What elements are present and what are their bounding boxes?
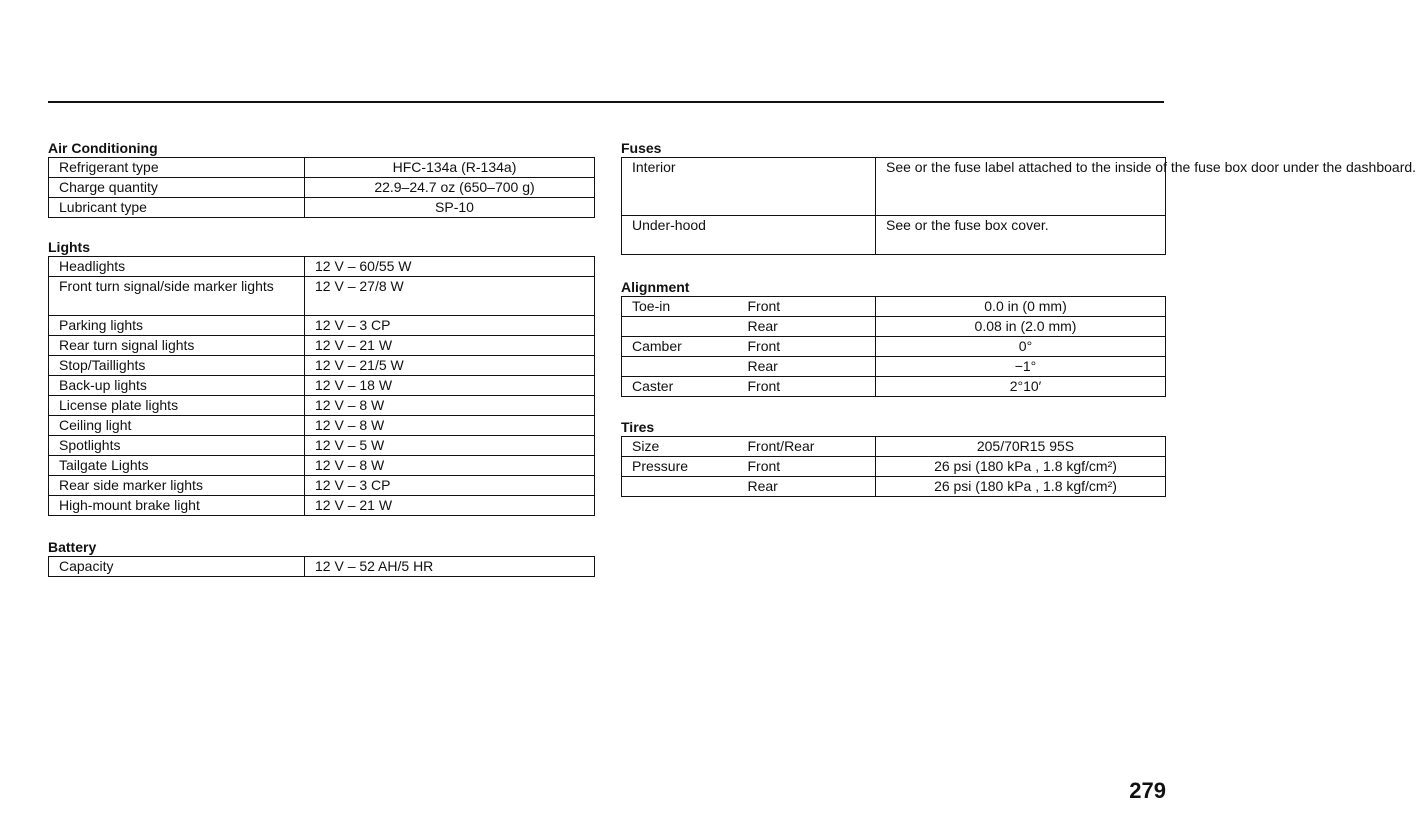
- table-row: [49, 557, 595, 577]
- spec-label: Camber: [622, 337, 748, 357]
- page-number: 279: [1129, 778, 1166, 803]
- table-row: [49, 198, 595, 218]
- table-row: [622, 297, 1166, 317]
- table-row: [49, 496, 595, 516]
- table-row: [49, 436, 595, 456]
- spec-value: 0°: [876, 337, 1166, 357]
- spec-position: Front: [748, 297, 876, 317]
- spec-value: 26 psi (180 kPa , 1.8 kgf/cm²): [876, 457, 1166, 477]
- table-row: [49, 257, 595, 277]
- battery-table: [48, 556, 595, 577]
- spec-value: 12 V – 60/55 W: [305, 257, 595, 277]
- table-row: [49, 336, 595, 356]
- table-row: [49, 356, 595, 376]
- top-rule: [48, 101, 1164, 103]
- spec-value: SP-10: [305, 198, 595, 218]
- spec-value: 0.08 in (2.0 mm): [876, 317, 1166, 337]
- table-row: [49, 476, 595, 496]
- spec-label: High-mount brake light: [49, 496, 305, 516]
- spec-label: Size: [622, 437, 748, 457]
- air-conditioning-section: [48, 140, 595, 218]
- tires-section: [621, 419, 1166, 497]
- battery-title: Battery: [48, 539, 97, 555]
- table-row: [622, 357, 1166, 377]
- spec-label: [622, 317, 748, 337]
- spec-value: 0.0 in (0 mm): [876, 297, 1166, 317]
- spec-value: 2°10′: [876, 377, 1166, 397]
- spec-label: Parking lights: [49, 316, 305, 336]
- lights-section: [48, 239, 595, 516]
- spec-position: Rear: [748, 357, 876, 377]
- battery-section: [48, 539, 595, 577]
- spec-value: −1°: [876, 357, 1166, 377]
- fuses-table: [621, 157, 1416, 255]
- air-conditioning-title: Air Conditioning: [48, 140, 158, 156]
- table-row: [622, 158, 1166, 216]
- table-row: [49, 158, 595, 178]
- spec-value: 26 psi (180 kPa , 1.8 kgf/cm²): [876, 477, 1166, 497]
- spec-position: Front: [748, 457, 876, 477]
- spec-label: Rear turn signal lights: [49, 336, 305, 356]
- tires-table: [621, 436, 1166, 497]
- table-row: [49, 456, 595, 476]
- spec-label: Refrigerant type: [49, 158, 305, 178]
- fuses-title: Fuses: [621, 140, 662, 156]
- table-row: [49, 396, 595, 416]
- spec-value: 12 V – 18 W: [305, 376, 595, 396]
- spec-label: Capacity: [49, 557, 305, 577]
- alignment-table: [621, 296, 1166, 397]
- spec-value: HFC-134a (R-134a): [305, 158, 595, 178]
- spec-value: See or the fuse label attached to the inside of the fuse box door under the dashboard.: [876, 158, 1166, 216]
- table-row: [49, 416, 595, 436]
- spec-label: Lubricant type: [49, 198, 305, 218]
- lights-table: [48, 256, 595, 516]
- table-row: [622, 317, 1166, 337]
- spec-label: Stop/Taillights: [49, 356, 305, 376]
- spec-position: Front: [748, 337, 876, 357]
- spec-label: Ceiling light: [49, 416, 305, 436]
- spec-value: 12 V – 21 W: [305, 496, 595, 516]
- spec-value: 12 V – 8 W: [305, 456, 595, 476]
- table-row: [622, 437, 1166, 457]
- spec-label: Pressure: [622, 457, 748, 477]
- lights-title: Lights: [48, 239, 90, 255]
- table-row: [49, 376, 595, 396]
- alignment-title: Alignment: [621, 279, 690, 295]
- tires-title: Tires: [621, 419, 655, 435]
- spec-value: 22.9–24.7 oz (650–700 g): [305, 178, 595, 198]
- table-row: [49, 277, 595, 316]
- spec-label: [622, 477, 748, 497]
- spec-value: 12 V – 21 W: [305, 336, 595, 356]
- spec-label: Tailgate Lights: [49, 456, 305, 476]
- spec-label: Back-up lights: [49, 376, 305, 396]
- spec-label: Charge quantity: [49, 178, 305, 198]
- table-row: [49, 316, 595, 336]
- table-row: [622, 337, 1166, 357]
- table-row: [622, 457, 1166, 477]
- spec-value: See or the fuse box cover.: [876, 216, 1166, 255]
- alignment-section: [621, 279, 1166, 397]
- spec-label: Interior: [622, 158, 876, 216]
- spec-value: 12 V – 52 AH/5 HR: [305, 557, 595, 577]
- spec-label: Under-hood: [622, 216, 876, 255]
- spec-label: Headlights: [49, 257, 305, 277]
- table-row: [622, 477, 1166, 497]
- spec-value: 12 V – 27/8 W: [305, 277, 595, 316]
- spec-value: 12 V – 21/5 W: [305, 356, 595, 376]
- table-row: [622, 377, 1166, 397]
- spec-position: Rear: [748, 317, 876, 337]
- spec-value: 12 V – 3 CP: [305, 476, 595, 496]
- spec-position: Rear: [748, 477, 876, 497]
- table-row: [622, 216, 1166, 255]
- spec-label: [622, 357, 748, 377]
- spec-value: 12 V – 3 CP: [305, 316, 595, 336]
- table-row: [49, 178, 595, 198]
- spec-value: 12 V – 8 W: [305, 416, 595, 436]
- spec-label: Toe-in: [622, 297, 748, 317]
- air-conditioning-table: [48, 157, 595, 218]
- spec-label: Rear side marker lights: [49, 476, 305, 496]
- spec-label: Spotlights: [49, 436, 305, 456]
- spec-position: Front: [748, 377, 876, 397]
- spec-value: 12 V – 5 W: [305, 436, 595, 456]
- spec-label: License plate lights: [49, 396, 305, 416]
- spec-position: Front/Rear: [748, 437, 876, 457]
- spec-label: Caster: [622, 377, 748, 397]
- fuses-section: [621, 140, 1416, 255]
- spec-value: 12 V – 8 W: [305, 396, 595, 416]
- spec-label: Front turn signal/side marker lights: [49, 277, 305, 316]
- spec-value: 205/70R15 95S: [876, 437, 1166, 457]
